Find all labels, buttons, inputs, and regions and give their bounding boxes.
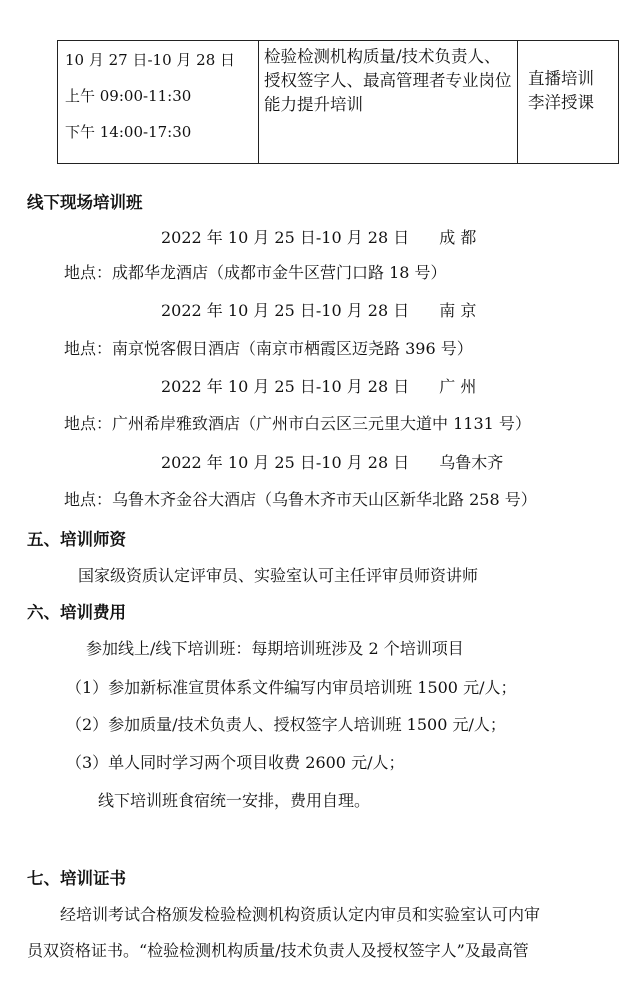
mode-lecturer: 李洋授课 xyxy=(528,93,594,112)
table-row xyxy=(58,41,619,164)
section-5-heading: 五、培训师资 xyxy=(27,530,126,549)
session-4-city: 乌鲁木齐 xyxy=(439,453,504,472)
session-4-line xyxy=(161,453,503,473)
session-4-date: 2022 年 10 月 25 日-10 月 28 日 xyxy=(161,453,410,472)
session-3-line xyxy=(161,377,476,397)
session-2-line xyxy=(161,301,476,321)
session-3-venue: 地点：广州希岸雅致酒店（广州市白云区三元里大道中 1131 号） xyxy=(64,414,531,433)
session-1-date: 2022 年 10 月 25 日-10 月 28 日 xyxy=(161,228,410,247)
session-1-city: 成 都 xyxy=(439,228,477,247)
section-7-heading: 七、培训证书 xyxy=(27,869,126,888)
course-cell xyxy=(259,41,518,164)
schedule-table xyxy=(57,40,619,164)
session-2-date: 2022 年 10 月 25 日-10 月 28 日 xyxy=(161,301,410,320)
fee-item-2: （2）参加质量/技术负责人、授权签字人培训班 1500 元/人； xyxy=(66,715,506,734)
session-2-city: 南 京 xyxy=(439,301,477,320)
session-3-date: 2022 年 10 月 25 日-10 月 28 日 xyxy=(161,377,410,396)
section-5-text: 国家级资质认定评审员、实验室认可主任评审员师资讲师 xyxy=(78,566,479,585)
certificate-text-line-2: 员双资格证书。“检验检测机构质量/技术负责人及授权签字人”及最高管 xyxy=(27,941,529,960)
fee-item-3: （3）单人同时学习两个项目收费 2600 元/人； xyxy=(66,753,405,772)
session-afternoon: 下午 14:00-17:30 xyxy=(65,123,192,141)
session-4-venue: 地点：乌鲁木齐金谷大酒店（乌鲁木齐市天山区新华北路 258 号） xyxy=(64,490,537,509)
certificate-text-line-1: 经培训考试合格颁发检验检测机构资质认定内审员和实验室认可内审 xyxy=(60,905,541,924)
session-date: 10 月 27 日-10 月 28 日 xyxy=(65,51,236,69)
section-6-heading: 六、培训费用 xyxy=(27,603,126,622)
mode-live: 直播培训 xyxy=(528,69,594,88)
time-cell xyxy=(58,41,259,164)
offline-heading: 线下现场培训班 xyxy=(27,193,143,212)
fee-item-1: （1）参加新标准宣贯体系文件编写内审员培训班 1500 元/人； xyxy=(66,678,517,697)
session-morning: 上午 09:00-11:30 xyxy=(65,87,192,105)
session-2-venue: 地点：南京悦客假日酒店（南京市栖霞区迈尧路 396 号） xyxy=(64,339,473,358)
session-3-city: 广 州 xyxy=(439,377,477,396)
fee-intro: 参加线上/线下培训班：每期培训班涉及 2 个培训项目 xyxy=(86,639,464,658)
fee-note: 线下培训班食宿统一安排，费用自理。 xyxy=(98,791,371,810)
course-title: 检验检测机构质量/技术负责人、授权签字人、最高管理者专业岗位能力提升培训 xyxy=(264,47,512,114)
mode-cell xyxy=(518,41,619,164)
session-1-venue: 地点：成都华龙酒店（成都市金牛区营门口路 18 号） xyxy=(64,263,447,282)
training-mode xyxy=(518,67,618,115)
session-1-line xyxy=(161,228,476,248)
